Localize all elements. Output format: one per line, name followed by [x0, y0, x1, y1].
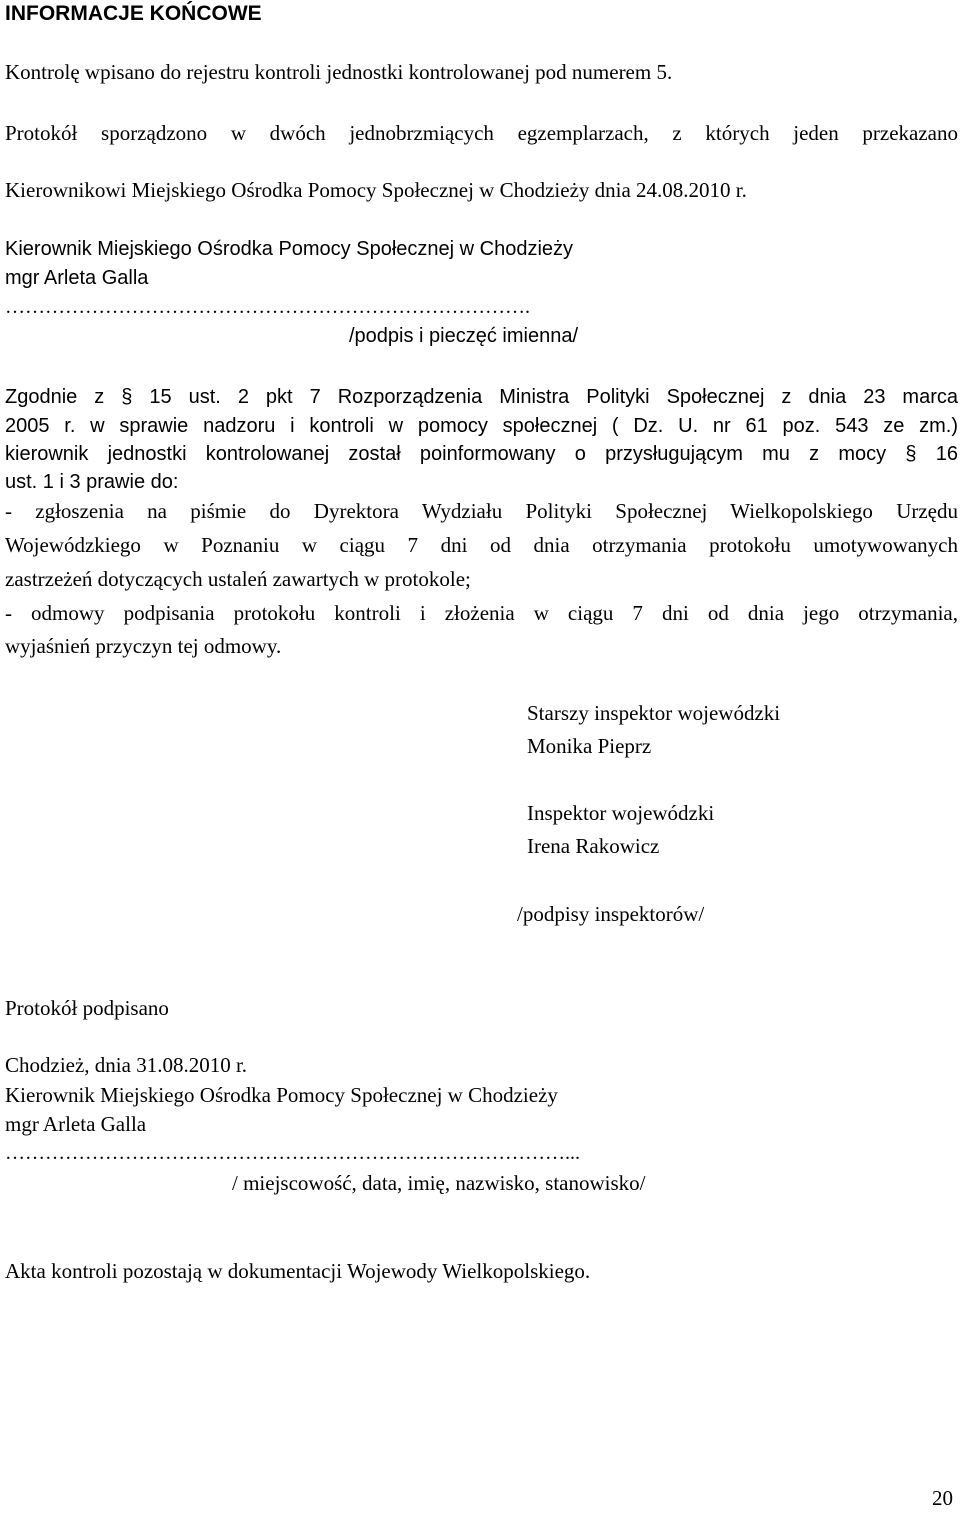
signed-dots-line: …………………………………………………………………………...: [5, 1142, 580, 1164]
page-number: 20: [932, 1486, 953, 1510]
signature-dots-line: …………………………………………………………………….: [5, 296, 530, 318]
legal-line-8: - odmowy podpisania protokołu kontroli i złożenia w ciągu 7 dni od dnia jego otrzymania,: [5, 601, 958, 625]
legal-line-9: wyjaśnień przyczyn tej odmowy.: [5, 634, 282, 658]
intro-line-1: Kontrolę wpisano do rejestru kontroli jednostki kontrolowanej pod numerem 5.: [5, 60, 673, 84]
inspector-1-role: Starszy inspektor wojewódzki: [527, 701, 781, 725]
legal-line-3: kierownik jednostki kontrolowanej został poinformowany o przysługującym mu z mocy § 16: [5, 443, 958, 465]
manager-role: Kierownik Miejskiego Ośrodka Pomocy Społecznej w Chodzieży: [5, 238, 574, 260]
manager-name: mgr Arleta Galla: [5, 267, 149, 289]
inspector-2-role: Inspektor wojewódzki: [527, 801, 715, 825]
section-heading: INFORMACJE KOŃCOWE: [5, 2, 262, 25]
signature-caption: /podpis i pieczęć imienna/: [349, 325, 579, 347]
legal-line-2: 2005 r. w sprawie nadzoru i kontroli w pomocy społecznej ( Dz. U. nr 61 poz. 543 ze zm.): [5, 415, 958, 437]
legal-line-4: ust. 1 i 3 prawie do:: [5, 471, 179, 493]
signed-label: Protokół podpisano: [5, 996, 169, 1020]
inspectors-caption: /podpisy inspektorów/: [517, 902, 705, 926]
inspector-1-name: Monika Pieprz: [527, 734, 652, 758]
closing-note: Akta kontroli pozostają w dokumentacji Wojewody Wielkopolskiego.: [5, 1259, 591, 1283]
signed-manager-name: mgr Arleta Galla: [5, 1112, 147, 1136]
signed-place-date: Chodzież, dnia 31.08.2010 r.: [5, 1053, 248, 1077]
legal-line-5: - zgłoszenia na piśmie do Dyrektora Wydziału Polityki Społecznej Wielkopolskiego Urzędu: [5, 499, 958, 523]
intro-line-3: Kierownikowi Miejskiego Ośrodka Pomocy Społecznej w Chodzieży dnia 24.08.2010 r.: [5, 178, 747, 202]
legal-line-6: Wojewódzkiego w Poznaniu w ciągu 7 dni od dnia otrzymania protokołu umotywowanych: [5, 533, 958, 557]
intro-line-2: Protokół sporządzono w dwóch jednobrzmiących egzemplarzach, z których jeden przekazano: [5, 121, 958, 145]
legal-line-1: Zgodnie z § 15 ust. 2 pkt 7 Rozporządzenia Ministra Polityki Społecznej z dnia 23 marca: [5, 386, 958, 408]
legal-line-7: zastrzeżeń dotyczących ustaleń zawartych w protokole;: [5, 567, 471, 591]
inspector-2-name: Irena Rakowicz: [527, 834, 660, 858]
signed-caption: / miejscowość, data, imię, nazwisko, stanowisko/: [232, 1171, 646, 1195]
signed-manager-role: Kierownik Miejskiego Ośrodka Pomocy Społecznej w Chodzieży: [5, 1083, 558, 1107]
